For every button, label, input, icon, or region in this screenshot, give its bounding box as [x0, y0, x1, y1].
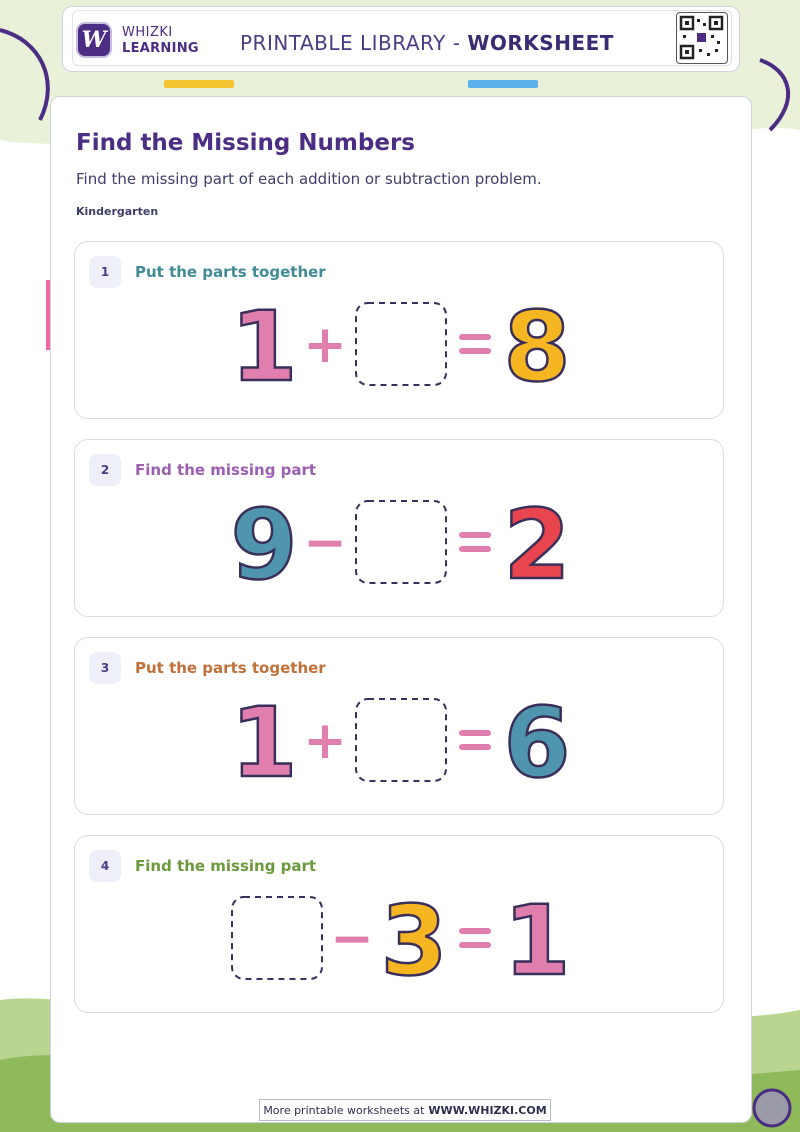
brand-name-top: WHIZKI — [122, 25, 173, 40]
problem-card — [74, 439, 724, 617]
problem-label: Find the missing part — [135, 857, 317, 875]
qr-code-icon — [676, 12, 728, 64]
problem-card — [74, 637, 724, 815]
equation-number: 1 — [230, 291, 298, 403]
footer-prefix: More printable worksheets at — [263, 1103, 425, 1117]
plus-sign: + — [303, 315, 347, 375]
answer-box[interactable] — [356, 501, 446, 583]
equals-sign — [459, 348, 491, 354]
problem-number-badge: 2 — [89, 454, 121, 486]
whizki-logo-icon: W — [76, 22, 112, 58]
grade-level: Kindergarten — [76, 205, 159, 218]
header-title-bold: WORKSHEET — [467, 31, 614, 55]
answer-box[interactable] — [356, 699, 446, 781]
equals-sign — [459, 744, 491, 750]
header-title — [240, 31, 614, 55]
equals-sign — [459, 730, 491, 736]
equation-number: 8 — [503, 291, 571, 403]
problem-card — [74, 835, 724, 1013]
minus-sign: − — [330, 909, 374, 969]
problem-number-badge: 3 — [89, 652, 121, 684]
header-title-prefix: PRINTABLE LIBRARY - — [240, 31, 468, 55]
equation — [75, 836, 725, 1014]
equals-sign — [459, 532, 491, 538]
brand-name-bottom: LEARNING — [122, 41, 199, 56]
equation-number: 1 — [230, 687, 298, 799]
equation-number: 2 — [503, 489, 571, 601]
equation-number: 1 — [503, 885, 571, 997]
problem-number-badge: 4 — [89, 850, 121, 882]
plus-sign: + — [303, 711, 347, 771]
problem-number-badge: 1 — [89, 256, 121, 288]
problem-card — [74, 241, 724, 419]
equals-sign — [459, 334, 491, 340]
footer-url: WWW.WHIZKI.COM — [428, 1103, 547, 1117]
equals-sign — [459, 928, 491, 934]
answer-box[interactable] — [356, 303, 446, 385]
page-title: Find the Missing Numbers — [76, 130, 415, 156]
problem-label: Put the parts together — [135, 263, 326, 281]
equation-number: 9 — [230, 489, 298, 601]
minus-sign: − — [303, 513, 347, 573]
equals-sign — [459, 546, 491, 552]
page-subtitle: Find the missing part of each addition or subtraction problem. — [76, 170, 542, 188]
equation-number: 6 — [503, 687, 571, 799]
equation — [75, 242, 725, 420]
problem-label: Put the parts together — [135, 659, 326, 677]
problem-label: Find the missing part — [135, 461, 317, 479]
equation — [75, 638, 725, 816]
equation-number: 3 — [380, 885, 448, 997]
footer-banner — [259, 1099, 551, 1121]
equals-sign — [459, 942, 491, 948]
answer-box[interactable] — [232, 897, 322, 979]
equation — [75, 440, 725, 618]
